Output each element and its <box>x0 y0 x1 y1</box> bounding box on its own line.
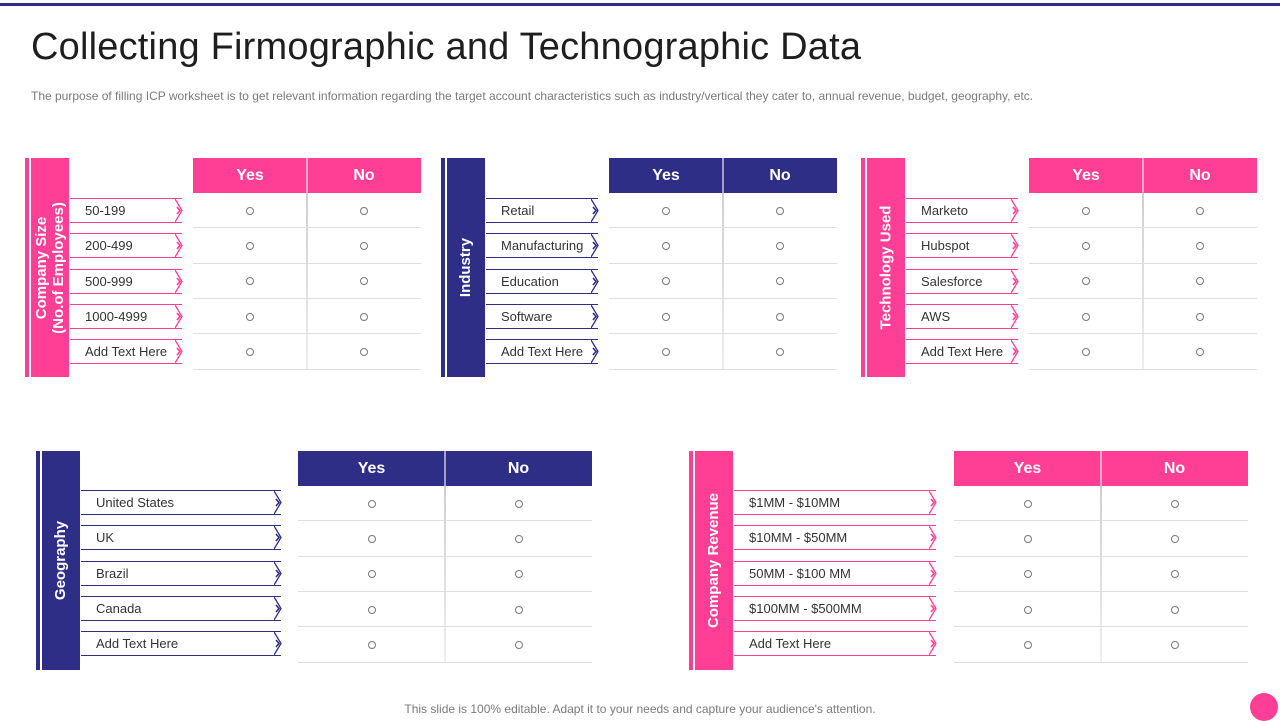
row-divider <box>1029 298 1257 299</box>
row-label[interactable] <box>906 269 1018 294</box>
chevron-right-icon <box>1011 305 1019 328</box>
accent-bar <box>36 451 40 670</box>
row-label-text: United States <box>96 495 175 510</box>
chevron-right-icon <box>274 562 282 585</box>
row-label-text: AWS <box>921 308 951 324</box>
row-label[interactable] <box>70 269 182 294</box>
yes-header: Yes <box>609 158 723 193</box>
row-label[interactable] <box>81 631 281 656</box>
row-divider <box>193 333 421 334</box>
no-radio[interactable] <box>1196 207 1204 215</box>
row-divider <box>193 263 421 264</box>
no-radio[interactable] <box>1171 641 1179 649</box>
page-subtitle: The purpose of filling ICP worksheet is to get relevant information regarding the target account characteristics such as industry/vertical they cater to, annual revenue, budget, geography, etc. <box>31 89 1034 103</box>
chevron-right-icon <box>274 491 282 514</box>
header-divider <box>1142 158 1144 193</box>
no-radio[interactable] <box>776 348 784 356</box>
yes-radio[interactable] <box>1082 242 1090 250</box>
no-radio[interactable] <box>360 313 368 321</box>
row-divider <box>609 227 837 228</box>
row-label[interactable] <box>486 233 598 258</box>
no-header: No <box>307 158 421 193</box>
row-divider <box>298 662 592 663</box>
row-divider <box>954 520 1248 521</box>
no-header: No <box>1143 158 1257 193</box>
row-divider <box>1029 227 1257 228</box>
yes-radio[interactable] <box>1024 570 1032 578</box>
yes-radio[interactable] <box>368 535 376 543</box>
row-divider <box>1029 263 1257 264</box>
yes-radio[interactable] <box>1082 207 1090 215</box>
no-radio[interactable] <box>515 606 523 614</box>
footer-note: This slide is 100% editable. Adapt it to your needs and capture your audience's attention. <box>404 702 876 716</box>
yes-radio[interactable] <box>246 277 254 285</box>
chevron-right-icon <box>1011 199 1019 222</box>
row-label[interactable] <box>906 304 1018 329</box>
row-label[interactable] <box>486 339 598 364</box>
header-divider <box>444 451 446 486</box>
chevron-right-icon <box>591 340 599 363</box>
no-radio[interactable] <box>1171 500 1179 508</box>
row-label[interactable] <box>81 561 281 586</box>
yes-radio[interactable] <box>368 606 376 614</box>
side-label-panel <box>42 451 80 670</box>
yes-radio[interactable] <box>662 207 670 215</box>
no-radio[interactable] <box>515 500 523 508</box>
row-label[interactable] <box>734 525 936 550</box>
side-label-panel <box>447 158 485 377</box>
chevron-right-icon <box>929 597 937 620</box>
row-divider <box>609 369 837 370</box>
no-radio[interactable] <box>360 242 368 250</box>
accent-bar <box>861 158 865 377</box>
side-label <box>458 238 475 297</box>
side-label-line: (No.of Employees) <box>50 201 67 334</box>
side-label-line: Company Revenue <box>705 492 723 629</box>
no-radio[interactable] <box>1196 348 1204 356</box>
row-label-text: 200-499 <box>85 238 133 254</box>
row-divider <box>298 556 592 557</box>
yes-radio[interactable] <box>368 500 376 508</box>
yes-radio[interactable] <box>1024 535 1032 543</box>
row-label-text: Canada <box>96 600 142 616</box>
row-divider <box>298 626 592 627</box>
chevron-right-icon <box>1011 270 1019 293</box>
yes-radio[interactable] <box>662 242 670 250</box>
yes-radio[interactable] <box>246 242 254 250</box>
row-divider <box>954 626 1248 627</box>
chevron-right-icon <box>175 340 183 363</box>
row-label-text: Add Text Here <box>749 636 832 652</box>
no-radio[interactable] <box>1171 535 1179 543</box>
row-divider <box>609 263 837 264</box>
no-header: No <box>723 158 837 193</box>
side-label <box>33 202 67 334</box>
side-label <box>53 521 70 600</box>
column-divider <box>444 486 446 663</box>
row-label-text: Retail <box>501 203 535 218</box>
yes-radio[interactable] <box>662 277 670 285</box>
row-label[interactable] <box>906 233 1018 258</box>
yes-radio[interactable] <box>1024 606 1032 614</box>
row-divider <box>298 591 592 592</box>
no-header: No <box>1101 451 1248 486</box>
row-label[interactable] <box>734 490 936 515</box>
row-label-text: 50-199 <box>85 203 126 218</box>
row-divider <box>609 333 837 334</box>
no-radio[interactable] <box>1196 242 1204 250</box>
no-radio[interactable] <box>1171 570 1179 578</box>
side-label-panel <box>867 158 905 377</box>
no-radio[interactable] <box>776 207 784 215</box>
chevron-right-icon <box>929 632 937 655</box>
corner-dot <box>1250 693 1278 721</box>
row-label[interactable] <box>906 198 1018 223</box>
yes-header: Yes <box>954 451 1101 486</box>
row-label[interactable] <box>734 631 936 656</box>
row-label-text: Add Text Here <box>501 344 584 360</box>
side-label-line: Technology Used <box>877 205 895 330</box>
row-label-text: $10MM - $50MM <box>749 530 848 546</box>
row-label[interactable] <box>486 198 598 223</box>
header-divider <box>722 158 724 193</box>
yes-header: Yes <box>1029 158 1143 193</box>
row-divider <box>609 298 837 299</box>
yes-radio[interactable] <box>1082 277 1090 285</box>
side-label-line: Geography <box>52 520 70 601</box>
chevron-right-icon <box>274 632 282 655</box>
yes-radio[interactable] <box>1024 500 1032 508</box>
row-label[interactable] <box>906 339 1018 364</box>
yes-radio[interactable] <box>1082 348 1090 356</box>
chevron-right-icon <box>591 305 599 328</box>
chevron-right-icon <box>929 526 937 549</box>
row-label-text: $1MM - $10MM <box>749 495 841 510</box>
row-label[interactable] <box>70 304 182 329</box>
row-divider <box>193 369 421 370</box>
accent-bar <box>441 158 445 377</box>
column-divider <box>722 193 724 370</box>
chevron-right-icon <box>175 199 183 222</box>
yes-header: Yes <box>298 451 445 486</box>
chevron-right-icon <box>591 234 599 257</box>
yes-radio[interactable] <box>662 348 670 356</box>
row-label[interactable] <box>70 339 182 364</box>
row-label[interactable] <box>734 561 936 586</box>
top-rule <box>0 3 1280 6</box>
row-label[interactable] <box>486 269 598 294</box>
side-label-line: Industry <box>457 237 475 298</box>
column-divider <box>1100 486 1102 663</box>
no-radio[interactable] <box>776 313 784 321</box>
row-divider <box>954 556 1248 557</box>
row-divider <box>298 520 592 521</box>
chevron-right-icon <box>175 305 183 328</box>
row-divider <box>954 662 1248 663</box>
yes-radio[interactable] <box>246 313 254 321</box>
accent-bar <box>689 451 693 670</box>
row-divider <box>193 227 421 228</box>
row-label-text: Manufacturing <box>501 238 584 254</box>
row-label[interactable] <box>81 596 281 621</box>
no-radio[interactable] <box>515 641 523 649</box>
no-radio[interactable] <box>776 277 784 285</box>
no-radio[interactable] <box>360 348 368 356</box>
yes-radio[interactable] <box>1024 641 1032 649</box>
row-label-text: Salesforce <box>921 273 983 289</box>
row-label[interactable] <box>486 304 598 329</box>
row-label-text: Add Text Here <box>85 344 168 360</box>
row-label-text: Hubspot <box>921 238 970 254</box>
row-label-text: Add Text Here <box>921 344 1004 360</box>
row-label-text: 50MM - $100 MM <box>749 565 851 581</box>
no-radio[interactable] <box>776 242 784 250</box>
row-divider <box>954 591 1248 592</box>
yes-header: Yes <box>193 158 307 193</box>
chevron-right-icon <box>1011 340 1019 363</box>
yes-radio[interactable] <box>662 313 670 321</box>
row-divider <box>1029 333 1257 334</box>
row-label-text: UK <box>96 530 115 546</box>
yes-radio[interactable] <box>368 570 376 578</box>
row-label-text: Education <box>501 273 559 289</box>
row-divider <box>1029 369 1257 370</box>
chevron-right-icon <box>175 270 183 293</box>
header-divider <box>306 158 308 193</box>
row-label[interactable] <box>81 490 281 515</box>
row-label-text: Software <box>501 308 553 324</box>
row-label[interactable] <box>734 596 936 621</box>
column-divider <box>306 193 308 370</box>
row-label[interactable] <box>70 233 182 258</box>
accent-bar <box>25 158 29 377</box>
row-label-text: $100MM - $500MM <box>749 600 862 616</box>
row-label[interactable] <box>81 525 281 550</box>
column-divider <box>1142 193 1144 370</box>
no-radio[interactable] <box>515 570 523 578</box>
page-title: Collecting Firmographic and Technographic Data <box>31 26 862 68</box>
row-label-text: Marketo <box>921 203 968 218</box>
yes-radio[interactable] <box>246 207 254 215</box>
side-label <box>878 206 895 330</box>
yes-radio[interactable] <box>1082 313 1090 321</box>
no-radio[interactable] <box>515 535 523 543</box>
header-divider <box>1100 451 1102 486</box>
row-label-text: 1000-4999 <box>85 308 148 324</box>
yes-radio[interactable] <box>368 641 376 649</box>
chevron-right-icon <box>929 491 937 514</box>
row-label-text: Add Text Here <box>96 636 179 652</box>
side-label <box>706 493 723 628</box>
chevron-right-icon <box>175 234 183 257</box>
no-header: No <box>445 451 592 486</box>
row-label-text: Brazil <box>96 565 129 581</box>
no-radio[interactable] <box>360 277 368 285</box>
no-radio[interactable] <box>1196 277 1204 285</box>
row-divider <box>193 298 421 299</box>
side-label-line: Company Size <box>33 216 50 319</box>
chevron-right-icon <box>591 199 599 222</box>
no-radio[interactable] <box>1196 313 1204 321</box>
chevron-right-icon <box>591 270 599 293</box>
row-label[interactable] <box>70 198 182 223</box>
no-radio[interactable] <box>360 207 368 215</box>
side-label-panel <box>31 158 69 377</box>
chevron-right-icon <box>929 562 937 585</box>
chevron-right-icon <box>274 597 282 620</box>
no-radio[interactable] <box>1171 606 1179 614</box>
side-label-panel <box>695 451 733 670</box>
yes-radio[interactable] <box>246 348 254 356</box>
chevron-right-icon <box>274 526 282 549</box>
row-label-text: 500-999 <box>85 273 133 289</box>
chevron-right-icon <box>1011 234 1019 257</box>
